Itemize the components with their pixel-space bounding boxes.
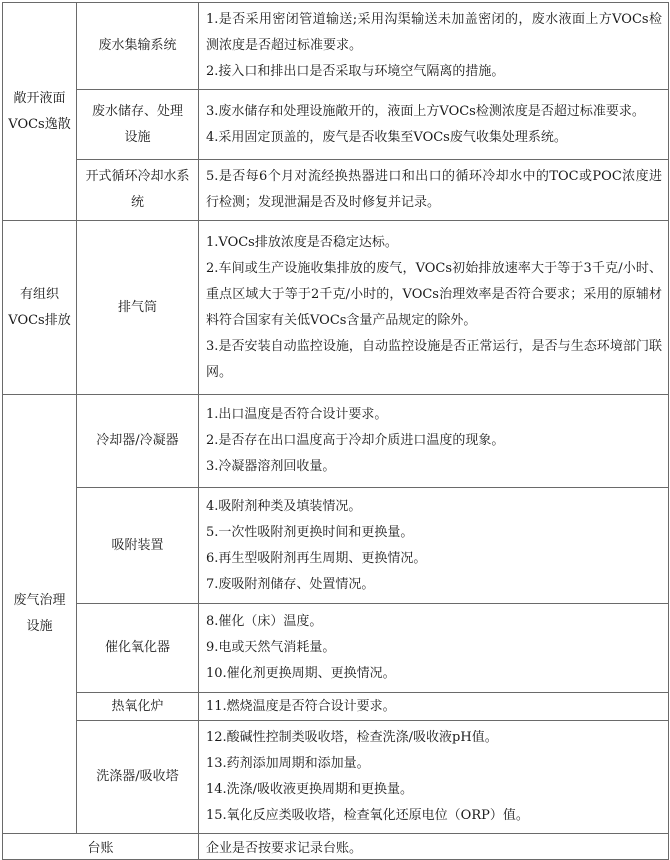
check-item: 1.VOCs排放浓度是否稳定达标。 [206, 234, 398, 250]
category-cell [3, 221, 77, 395]
check-item: 10.催化剂更换周期、更换情况。 [206, 666, 396, 681]
check-item: 5.一次性吸附剂更换时间和更换量。 [206, 524, 414, 540]
subcategory-label: 冷却器/冷凝器 [96, 433, 179, 448]
check-item: 2.车间或生产设施收集排放的废气，VOCs初始排放速率大于等于3千克/小时、重点区域大于等于2千克/小时的，VOCs治理效率是否符合要求；采用的原辅材料符合国家有关低VOCs含量产品规定的除外。 [206, 260, 662, 328]
table-row [3, 90, 669, 160]
items-cell [199, 693, 669, 721]
check-item: 1.是否采用密闭管道输送;采用沟渠输送未加盖密闭的，废水液面上方VOCs检测浓度是否超过标准要求。 [206, 12, 662, 53]
table-row [3, 221, 669, 395]
subcategory-label: 废水集输系统 [98, 38, 177, 53]
check-item: 2.是否存在出口温度高于冷却介质进口温度的现象。 [206, 433, 505, 448]
table-row [3, 604, 669, 693]
subcategory-cell [77, 693, 199, 721]
subcategory-label: 废水储存、处理设施 [91, 103, 183, 145]
items-cell [199, 160, 669, 221]
check-item: 3.是否安装自动监控设施，自动监控设施是否正常运行，是否与生态环境部门联网。 [206, 338, 662, 380]
subcategory-cell [77, 721, 199, 834]
ledger-label: 台账 [87, 841, 114, 856]
items-cell [199, 395, 669, 488]
category-cell [3, 395, 77, 834]
subcategory-cell [77, 3, 199, 90]
ledger-label-cell [3, 834, 199, 860]
subcategory-label: 洗涤器/吸收塔 [96, 769, 179, 784]
table-row [3, 3, 669, 90]
check-item: 2.接入口和排出口是否采取与环境空气隔离的措施。 [206, 64, 505, 79]
items-cell [199, 90, 669, 160]
check-item: 1.出口温度是否符合设计要求。 [206, 407, 388, 422]
subcategory-cell [77, 395, 199, 488]
check-item: 14.洗涤/吸收液更换周期和更换量。 [206, 782, 414, 797]
check-item: 13.药剂添加周期和添加量。 [206, 756, 370, 771]
items-cell [199, 3, 669, 90]
check-item: 9.电或天然气消耗量。 [206, 640, 336, 655]
table-row [3, 834, 669, 860]
category-label: 有组织VOCs排放 [8, 286, 71, 328]
items-cell [199, 721, 669, 834]
items-cell [199, 488, 669, 604]
check-item: 4.吸附剂种类及填装情况。 [206, 498, 362, 514]
check-item: 12.酸碱性控制类吸收塔，检查洗涤/吸收液pH值。 [206, 730, 498, 745]
subcategory-cell [77, 221, 199, 395]
table-row [3, 395, 669, 488]
subcategory-cell [77, 604, 199, 693]
table-row [3, 160, 669, 221]
check-item: 4.采用固定顶盖的，废气是否收集至VOCs废气收集处理系统。 [206, 129, 567, 145]
category-cell [3, 3, 77, 221]
check-item: 3.废水储存和处理设施敞开的，液面上方VOCs检测浓度是否超过标准要求。 [206, 103, 645, 119]
inspection-table [2, 2, 669, 860]
table-row [3, 693, 669, 721]
items-cell [199, 221, 669, 395]
table-row [3, 721, 669, 834]
check-item: 11.燃烧温度是否符合设计要求。 [206, 698, 396, 714]
check-item: 3.冷凝器溶剂回收量。 [206, 459, 336, 474]
items-cell [199, 604, 669, 693]
check-item: 6.再生型吸附剂再生周期、更换情况。 [206, 550, 427, 566]
ledger-text-cell [199, 834, 669, 860]
subcategory-label: 催化氧化器 [104, 640, 170, 655]
subcategory-label: 热氧化炉 [111, 698, 164, 714]
subcategory-cell [77, 160, 199, 221]
check-item: 7.废吸附剂储存、处置情况。 [206, 576, 375, 592]
category-label: 敞开液面VOCs逸散 [8, 90, 71, 132]
subcategory-label: 排气筒 [117, 299, 157, 315]
check-item: 15.氧化反应类吸收塔，检查氧化还原电位（ORP）值。 [206, 808, 529, 823]
category-label: 废气治理设施 [13, 593, 66, 634]
subcategory-label: 开式循环冷却水系统 [85, 169, 190, 210]
check-item: 5.是否每6个月对流经换热器进口和出口的循环冷却水中的TOC或POC浓度进行检测；发现泄漏是否及时修复并记录。 [206, 169, 662, 210]
subcategory-cell [77, 488, 199, 604]
subcategory-cell [77, 90, 199, 160]
check-item: 8.催化（床）温度。 [206, 614, 323, 629]
table-row [3, 488, 669, 604]
subcategory-label: 吸附装置 [111, 537, 164, 553]
ledger-text: 企业是否按要求记录台账。 [206, 841, 363, 856]
